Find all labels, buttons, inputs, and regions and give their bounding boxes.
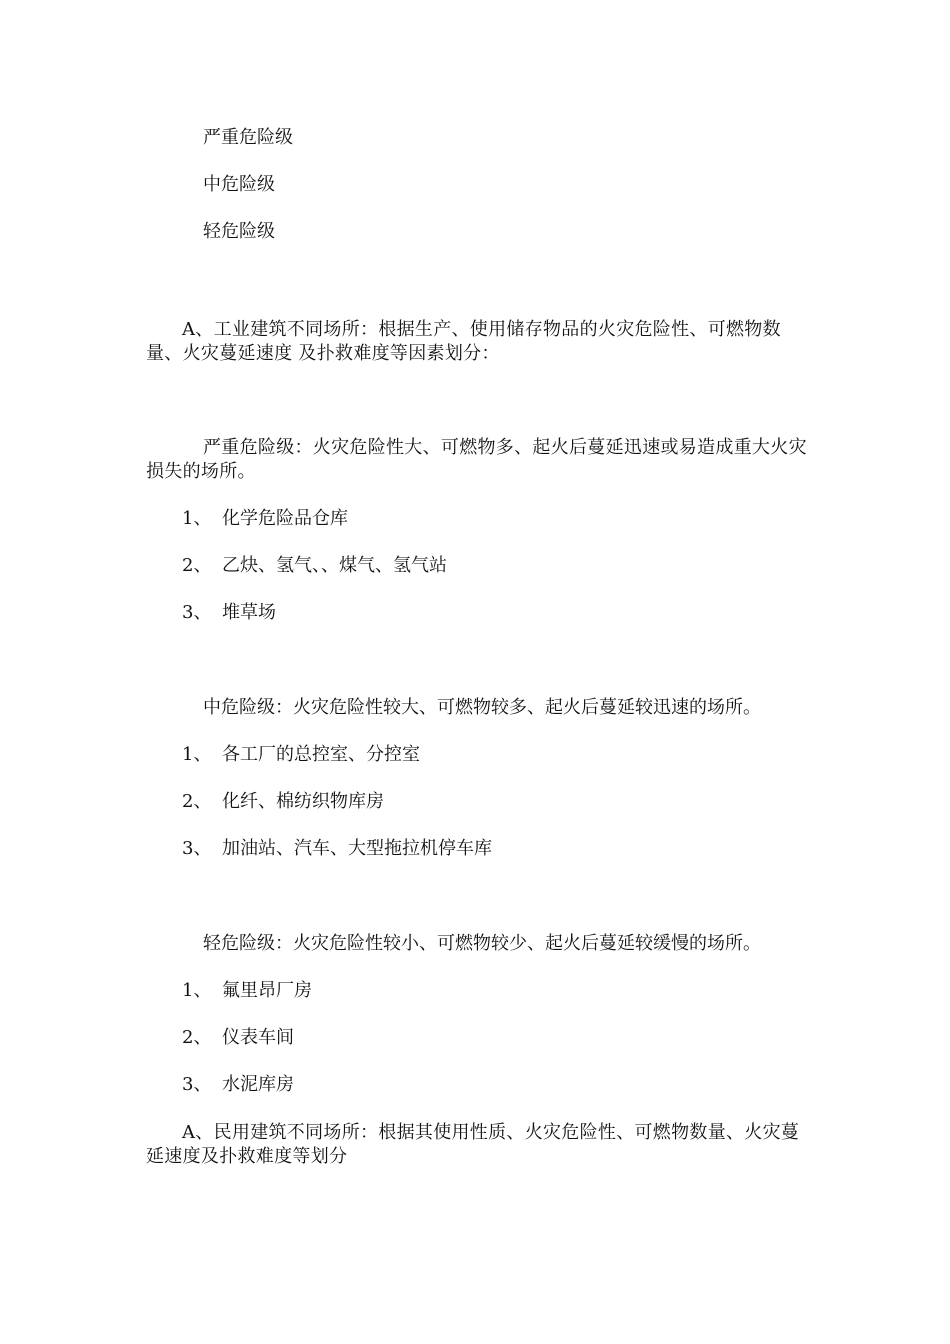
item-number: 2、 xyxy=(182,555,212,576)
severe-description: 严重危险级：火灾危险性大、可燃物多、起火后蔓延迅速或易造成重大火灾损失的场所。 xyxy=(146,437,807,482)
industrial-intro: A、工业建筑不同场所：根据生产、使用储存物品的火灾危险性、可燃物数量、火灾蔓延速度 及扑救难度等因素划分： xyxy=(146,319,781,364)
list-item xyxy=(182,979,312,1003)
level-light: 轻危险级 xyxy=(203,221,275,242)
item-text: 加油站、汽车、大型拖拉机停车库 xyxy=(222,838,492,859)
list-item xyxy=(182,1073,294,1097)
item-text: 堆草场 xyxy=(222,602,276,623)
item-text: 仪表车间 xyxy=(222,1027,294,1048)
item-number: 3、 xyxy=(182,1074,212,1095)
civil-intro: A、民用建筑不同场所：根据其使用性质、火灾危险性、可燃物数量、火灾蔓延速度及扑救难度等划分 xyxy=(146,1122,800,1167)
medium-description: 中危险级：火灾危险性较大、可燃物较多、起火后蔓延较迅速的场所。 xyxy=(203,697,761,718)
level-severe: 严重危险级 xyxy=(203,127,293,148)
level-medium: 中危险级 xyxy=(203,174,275,195)
item-number: 3、 xyxy=(182,602,212,623)
item-number: 3、 xyxy=(182,838,212,859)
item-text: 各工厂的总控室、分控室 xyxy=(222,744,420,765)
list-item xyxy=(182,554,447,578)
list-item xyxy=(182,743,420,767)
list-item xyxy=(182,507,348,531)
item-number: 1、 xyxy=(182,744,212,765)
list-item xyxy=(182,601,276,625)
list-item xyxy=(182,837,492,861)
item-number: 2、 xyxy=(182,1027,212,1048)
item-number: 1、 xyxy=(182,980,212,1001)
item-text: 乙炔、氢气、、煤气、氢气站 xyxy=(222,555,447,576)
item-text: 化纤、棉纺织物库房 xyxy=(222,791,384,812)
item-number: 2、 xyxy=(182,791,212,812)
item-text: 氟里昂厂房 xyxy=(222,980,312,1001)
item-text: 水泥库房 xyxy=(222,1074,294,1095)
light-description: 轻危险级：火灾危险性较小、可燃物较少、起火后蔓延较缓慢的场所。 xyxy=(203,933,761,954)
item-number: 1、 xyxy=(182,508,212,529)
list-item xyxy=(182,1026,294,1050)
item-text: 化学危险品仓库 xyxy=(222,508,348,529)
list-item xyxy=(182,790,384,814)
